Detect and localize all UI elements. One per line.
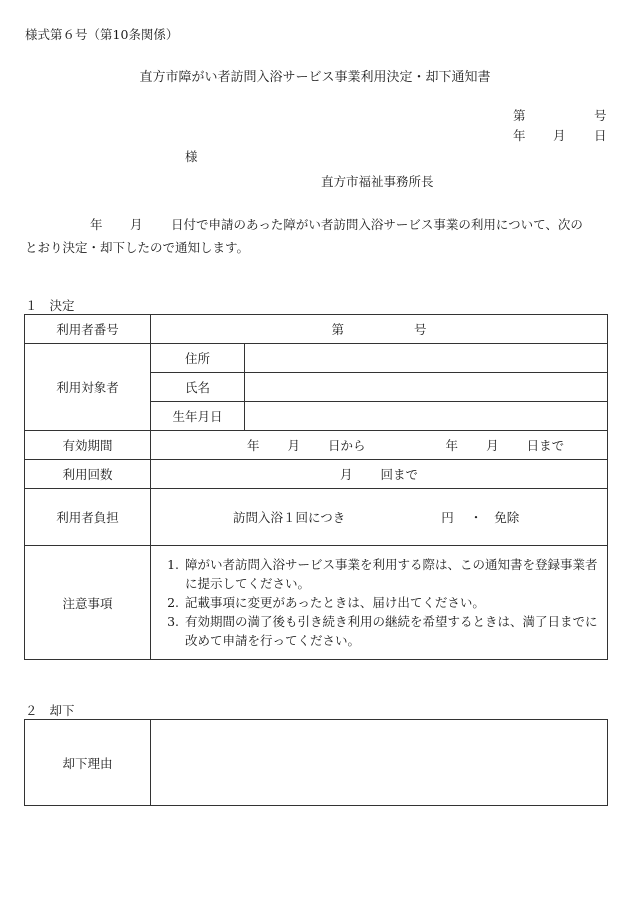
- burden-per-visit: 訪問入浴１回につき: [233, 510, 346, 525]
- valid-period-label: 有効期間: [25, 431, 151, 460]
- address-field[interactable]: [245, 344, 608, 373]
- table-row: [25, 546, 608, 660]
- section1-number: １: [25, 298, 38, 313]
- addressee-sama: 様: [185, 149, 198, 164]
- form-number: 様式第６号（第10条関係）: [25, 27, 179, 42]
- table-row: [25, 431, 608, 460]
- section2-heading: [25, 701, 75, 719]
- doc-number-dai: 第: [513, 108, 526, 123]
- user-burden-value: [151, 489, 608, 546]
- document-title: 直方市障がい者訪問入浴サービス事業利用決定・却下通知書: [139, 70, 491, 85]
- count-times: 回まで: [380, 467, 419, 482]
- section1-heading: [25, 296, 75, 314]
- issuer: 直方市福祉事務所長: [321, 174, 434, 189]
- body-text-line1: 日付で申請のあった障がい者訪問入浴サービス事業の利用について、次の: [171, 217, 583, 232]
- table-row: [25, 315, 608, 344]
- name-label: 氏名: [151, 373, 245, 402]
- date-day: 日: [594, 128, 607, 143]
- burden-exempt: 免除: [494, 510, 520, 525]
- user-number-value: [151, 315, 608, 344]
- decision-table: [24, 314, 608, 660]
- date-year: 年: [513, 128, 526, 143]
- list-item: 2. 記載事項に変更があったときは、届け出てください。: [183, 593, 601, 612]
- table-row: [25, 489, 608, 546]
- period-to-year: 年: [445, 438, 459, 453]
- user-number-label: 利用者番号: [25, 315, 151, 344]
- valid-period-value: [151, 431, 608, 460]
- period-to-day: 日まで: [526, 438, 565, 453]
- name-field[interactable]: [245, 373, 608, 402]
- birthdate-label: 生年月日: [151, 402, 245, 431]
- notes-cell: [151, 546, 608, 660]
- user-number-dai: 第: [331, 322, 344, 337]
- list-item: 1. 障がい者訪問入浴サービス事業を利用する際は、この通知書を登録事業者に提示してください。: [183, 555, 601, 593]
- period-to-month: 月: [486, 438, 499, 453]
- body-month: 月: [130, 217, 143, 232]
- list-item: 3. 有効期間の満了後も引き続き利用の継続を希望するときは、満了日までに改めて申請を行ってください。: [183, 612, 601, 650]
- target-person-label: 利用対象者: [25, 344, 151, 431]
- usage-count-label: 利用回数: [25, 460, 151, 489]
- table-row: [25, 460, 608, 489]
- section1-title: 決定: [49, 298, 75, 313]
- rejection-reason-label: 却下理由: [25, 720, 151, 806]
- section2-title: 却下: [49, 703, 75, 718]
- count-month: 月: [339, 467, 353, 482]
- rejection-reason-field[interactable]: [151, 720, 608, 806]
- notes-list: [155, 555, 601, 650]
- date-month: 月: [553, 128, 566, 143]
- birthdate-field[interactable]: [245, 402, 608, 431]
- body-year: 年: [90, 217, 103, 232]
- rejection-table: [24, 719, 608, 806]
- user-burden-label: 利用者負担: [25, 489, 151, 546]
- notes-label: 注意事項: [25, 546, 151, 660]
- burden-separator: ・: [469, 510, 483, 525]
- user-number-go: 号: [414, 322, 427, 337]
- doc-number-go: 号: [594, 108, 607, 123]
- period-from-year: 年: [247, 438, 260, 453]
- period-from-month: 月: [287, 438, 301, 453]
- burden-yen: 円: [441, 510, 454, 525]
- body-text-line2: とおり決定・却下したので通知します。: [25, 240, 250, 255]
- section2-number: ２: [25, 703, 38, 718]
- usage-count-value: [151, 460, 608, 489]
- address-label: 住所: [151, 344, 245, 373]
- table-row: [25, 720, 608, 806]
- period-from-day: 日から: [328, 438, 366, 453]
- table-row: [25, 344, 608, 373]
